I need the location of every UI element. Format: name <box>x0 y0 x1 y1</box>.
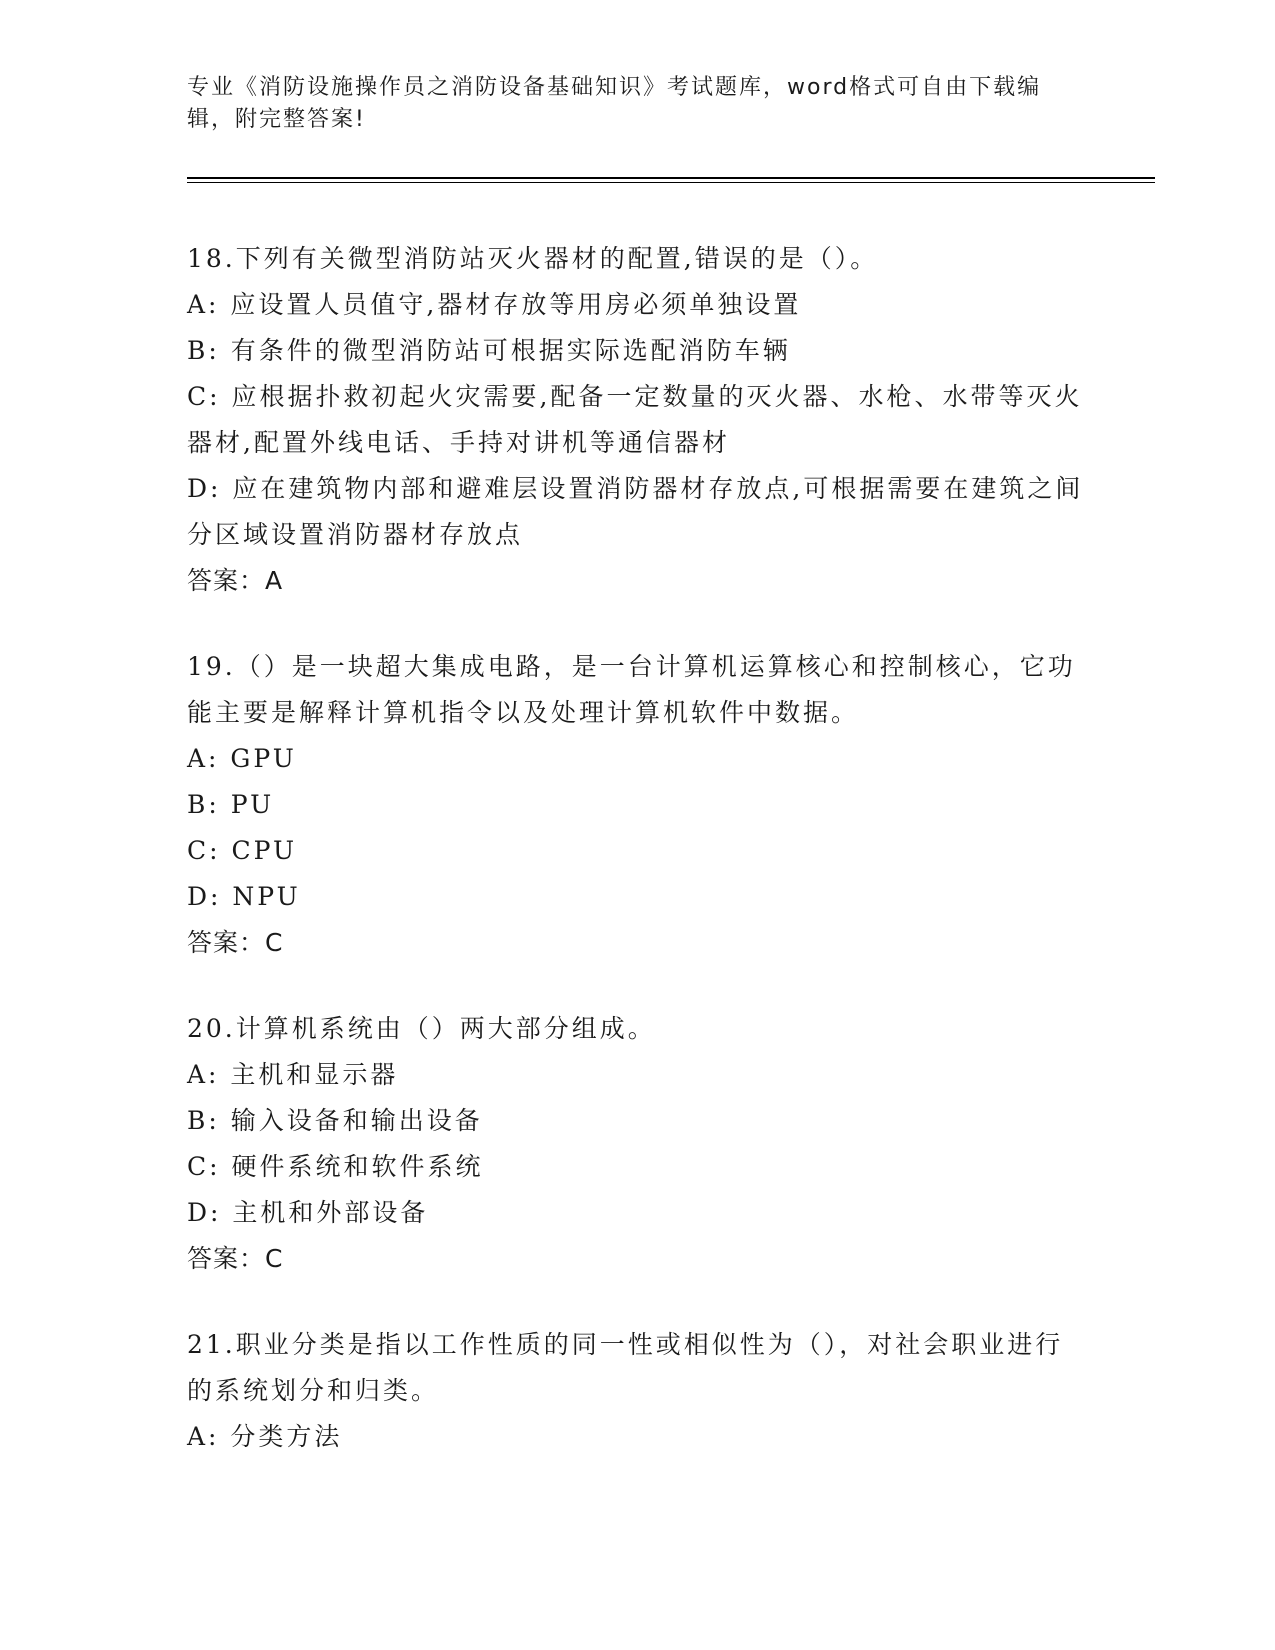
option-d: D: 应在建筑物内部和避难层设置消防器材存放点,可根据需要在建筑之间分区域设置消防器材存放点 <box>187 474 1084 549</box>
answer-line: 答案：A <box>187 566 284 595</box>
option-a: A: 主机和显示器 <box>187 1060 399 1089</box>
option-c: C: CPU <box>187 836 298 865</box>
option-c: C: 硬件系统和软件系统 <box>187 1152 484 1181</box>
option-a: A: 应设置人员值守,器材存放等用房必须单独设置 <box>187 290 802 319</box>
option-a: A: 分类方法 <box>187 1422 343 1451</box>
option-d: D: NPU <box>187 882 301 911</box>
question-21 <box>187 1322 1087 1460</box>
question-19 <box>187 644 1087 966</box>
question-stem: 20.计算机系统由（）两大部分组成。 <box>187 1014 656 1043</box>
option-b: B: 有条件的微型消防站可根据实际选配消防车辆 <box>187 336 791 365</box>
question-18 <box>187 236 1087 604</box>
question-20 <box>187 1006 1087 1282</box>
document-header: 专业《消防设施操作员之消防设备基础知识》考试题库，word格式可自由下载编辑，附完整答案! <box>187 75 1042 132</box>
header-rule-thick <box>187 177 1155 179</box>
option-a: A: GPU <box>187 744 297 773</box>
header-rule-thin <box>187 182 1155 183</box>
option-d: D: 主机和外部设备 <box>187 1198 429 1227</box>
option-c: C: 应根据扑救初起火灾需要,配备一定数量的灭火器、水枪、水带等灭火器材,配置外线电话、手持对讲机等通信器材 <box>187 382 1083 457</box>
question-list <box>187 236 1087 1500</box>
question-stem: 21.职业分类是指以工作性质的同一性或相似性为（），对社会职业进行的系统划分和归类。 <box>187 1330 1064 1405</box>
answer-line: 答案：C <box>187 928 284 957</box>
option-b: B: 输入设备和输出设备 <box>187 1106 483 1135</box>
answer-line: 答案：C <box>187 1244 284 1273</box>
option-b: B: PU <box>187 790 275 819</box>
question-stem: 19.（）是一块超大集成电路，是一台计算机运算核心和控制核心，它功能主要是解释计算机指令以及处理计算机软件中数据。 <box>187 652 1076 727</box>
question-stem: 18.下列有关微型消防站灭火器材的配置,错误的是（）。 <box>187 244 879 273</box>
